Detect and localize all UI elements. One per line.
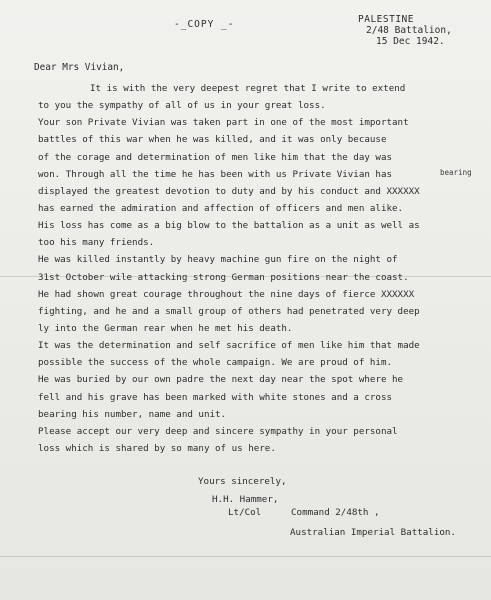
letter-line: He was killed instantly by heavy machine gun fire on the night of (38, 254, 398, 266)
closing: Yours sincerely, (198, 476, 287, 487)
letter-line: battles of this war when he was killed, and it was only because (38, 134, 387, 146)
signer-rank: Lt/Col (228, 507, 262, 518)
letter-line: to you the sympathy of all of us in your great loss. (38, 100, 326, 112)
location-line: PALESTINE (358, 14, 414, 25)
letter-line: bearing his number, name and unit. (38, 408, 227, 420)
letter-line: 31st October wile attacking strong German positions near the coast. (38, 271, 409, 283)
letter-line: loss which is shared by so many of us here. (38, 442, 276, 454)
letter-line: fighting, and he and a small group of others had penetrated very deep (38, 305, 420, 317)
letter-line: ly into the German rear when he met his death. (38, 322, 293, 334)
letter-line: It was the determination and self sacrifice of men like him that made (38, 340, 420, 352)
handwritten-insert: bearing (440, 168, 472, 177)
letter-body (38, 80, 488, 457)
date-line: 15 Dec 1942. (376, 36, 445, 47)
letter-line: Please accept our very deep and sincere sympathy in your personal (38, 425, 398, 437)
letter-line: possible the success of the whole campaign. We are proud of him. (38, 357, 393, 369)
letter-line: displayed the greatest devotion to duty and by his conduct and XXXXXX (38, 185, 420, 197)
copy-heading: -_COPY _- (174, 19, 235, 30)
letter-line: Your son Private Vivian was taken part in one of the most important (38, 117, 409, 129)
battalion-line: 2/48 Battalion, (366, 25, 452, 36)
paper-fold-line (0, 556, 491, 557)
letter-line: His loss has come as a big blow to the battalion as a unit as well as (38, 220, 420, 232)
letter-line: too his many friends. (38, 237, 155, 249)
signer-name: H.H. Hammer, (212, 494, 279, 505)
salutation: Dear Mrs Vivian, (34, 62, 125, 73)
letter-line: It is with the very deepest regret that I write to extend (90, 83, 406, 94)
letter-line: fell and his grave has been marked with white stones and a cross (38, 391, 393, 403)
command-line: Command 2/48th , (291, 507, 380, 518)
letter-line: won. Through all the time he has been with us Private Vivian has (38, 168, 393, 180)
letter-line: He was buried by our own padre the next day near the spot where he (38, 374, 404, 386)
letter-line: He had shown great courage throughout the nine days of fierce XXXXXX (38, 288, 415, 300)
unit-line: Australian Imperial Battalion. (290, 527, 456, 538)
letter-line: of the corage and determination of men like him that the day was (38, 151, 393, 163)
letter-header (358, 14, 452, 47)
letter-line: has earned the admiration and affection of officers and men alike. (38, 202, 404, 214)
